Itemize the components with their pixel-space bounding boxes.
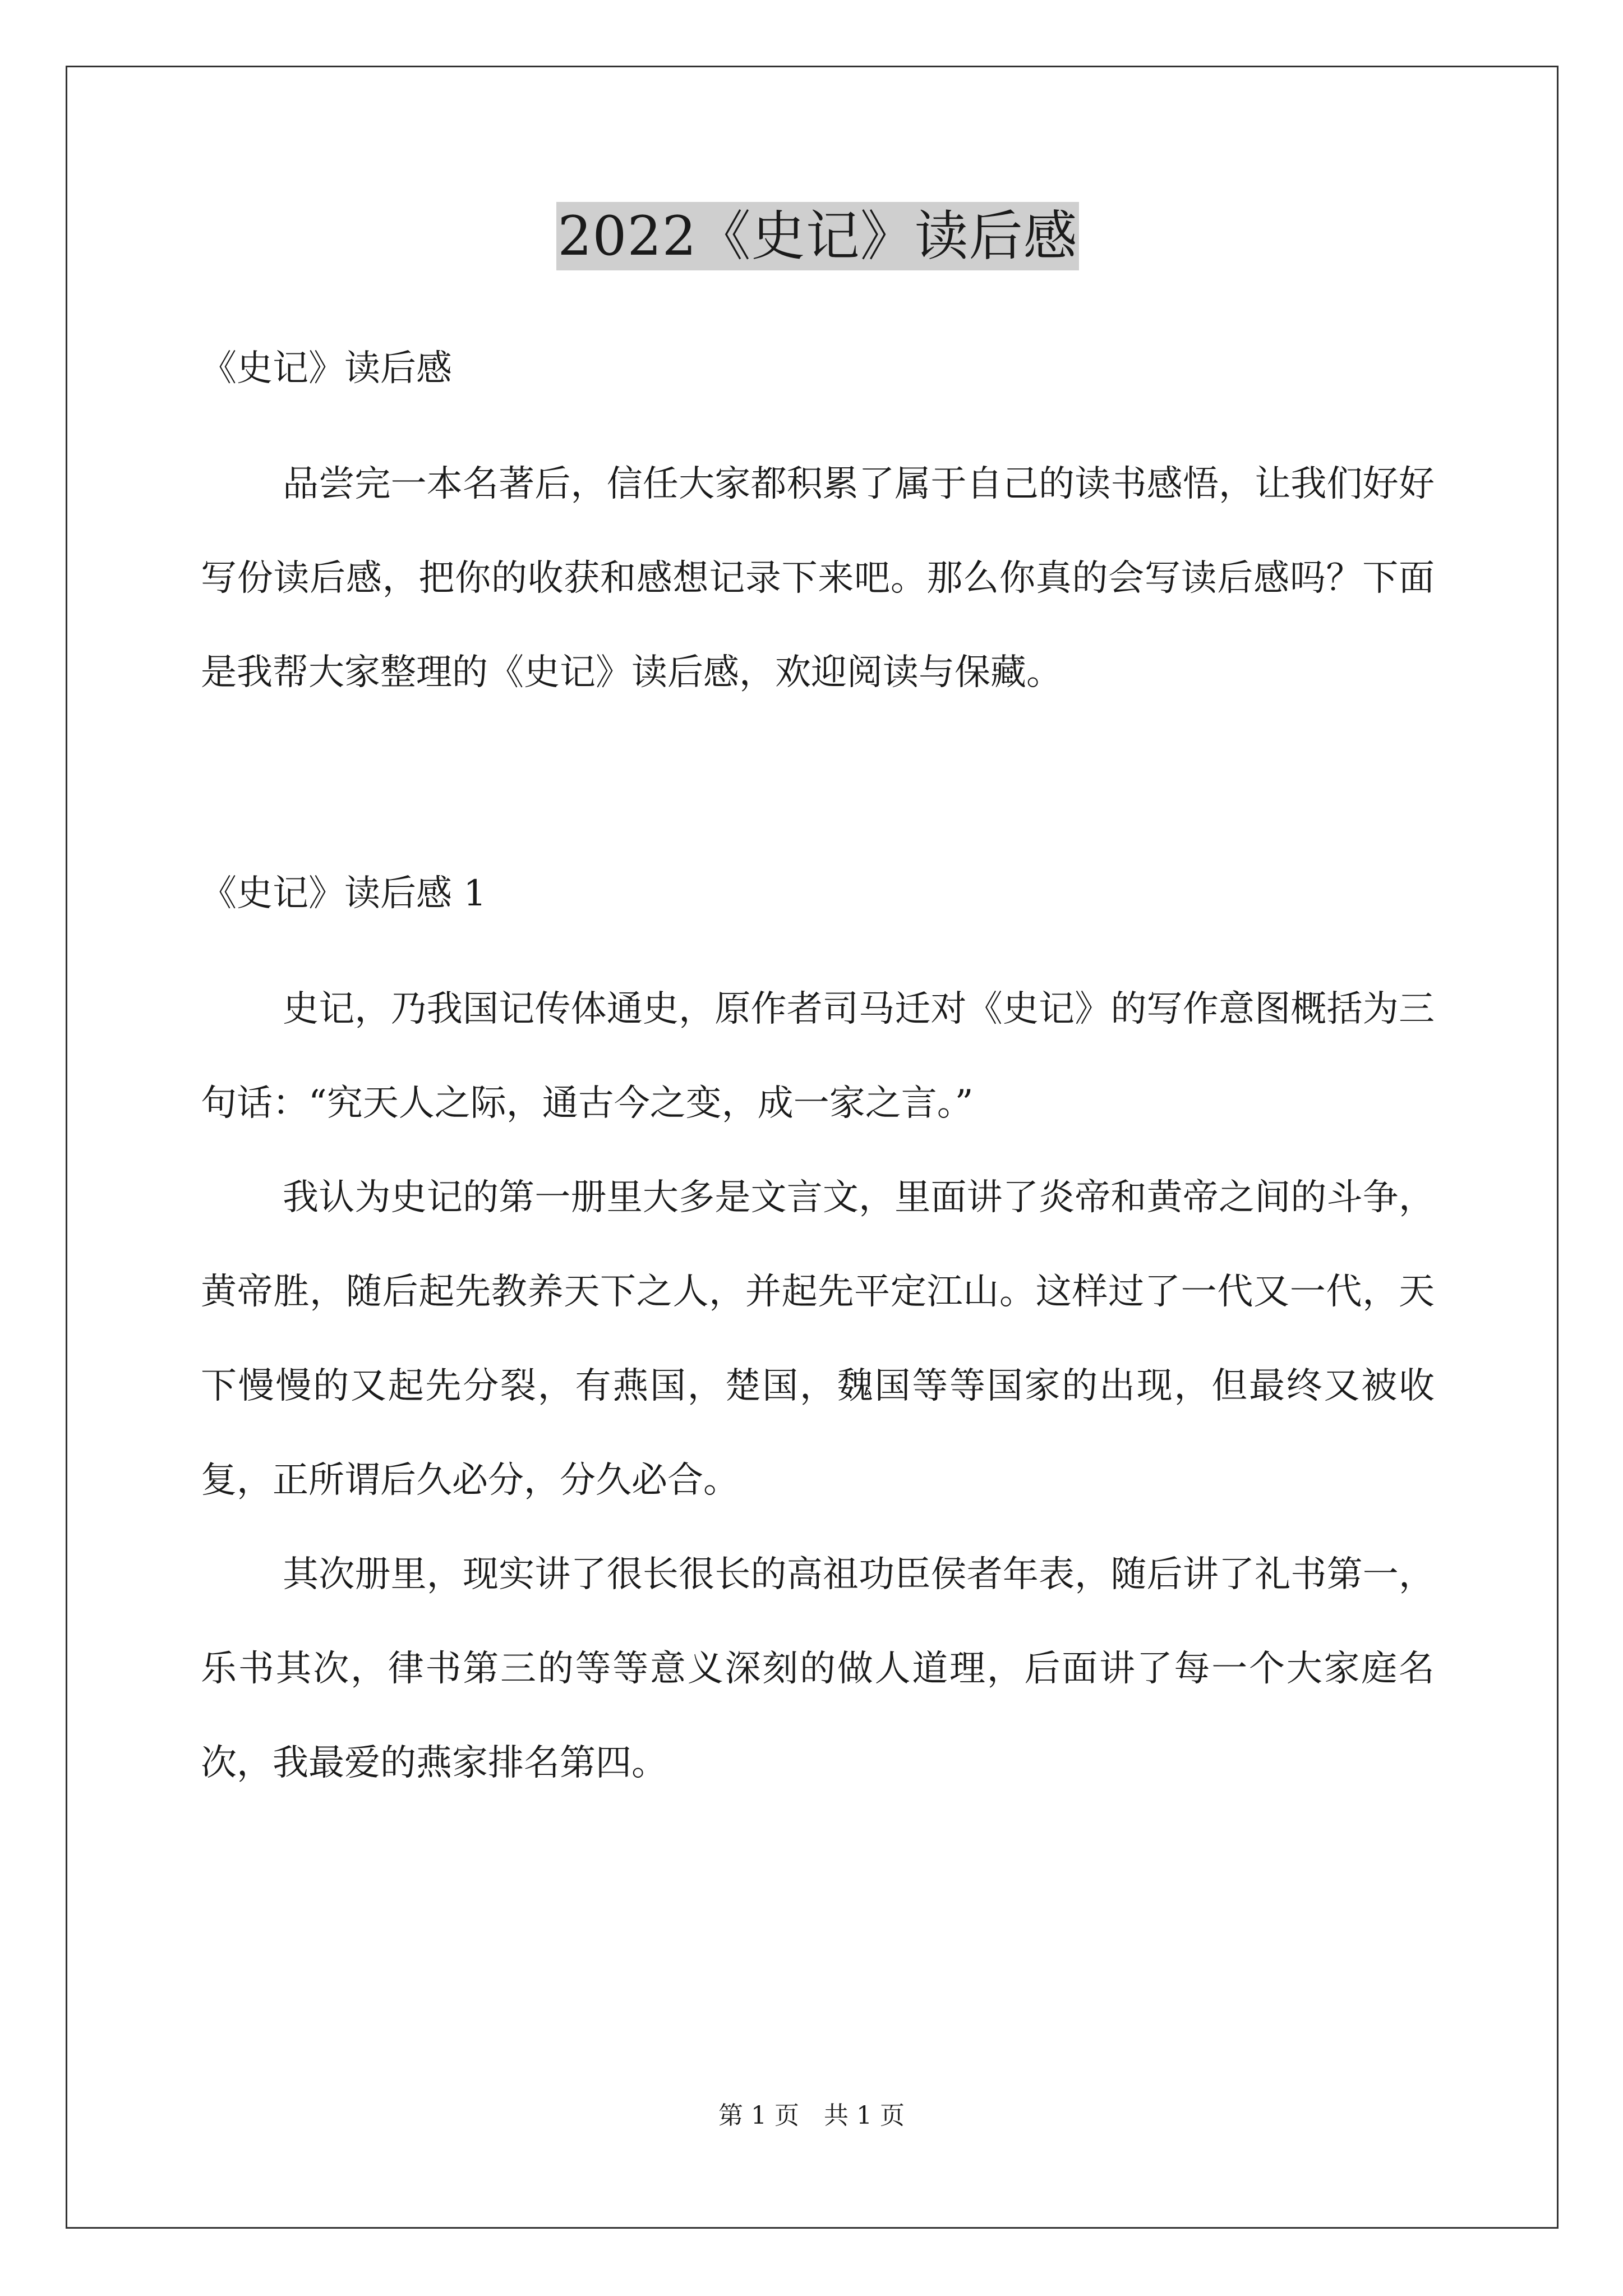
- section-1-paragraph-2: 我认为史记的第一册里大多是文言文，里面讲了炎帝和黄帝之间的斗争，黄帝胜，随后起先教养天下之人，并起先平定江山。这样过了一代又一代，天下慢慢的又起先分裂，有燕国，楚国，魏国等等国家的出现，但最终又被收复，正所谓后久必分，分久必合。: [201, 1177, 1435, 1501]
- title-wrapper: [201, 202, 1435, 270]
- intro-paragraph: 品尝完一本名著后，信任大家都积累了属于自己的读书感悟，让我们好好写份读后感，把你的收获和感想记录下来吧。那么你真的会写读后感吗？下面是我帮大家整理的《史记》读后感，欢迎阅读与保藏。: [201, 463, 1435, 693]
- document-title: 2022《史记》读后感: [556, 202, 1078, 270]
- section-1-paragraph-1: 史记，乃我国记传体通史，原作者司马迁对《史记》的写作意图概括为三句话：“究天人之际，通古今之变，成一家之言。”: [201, 988, 1435, 1124]
- document-body: [201, 202, 1435, 1810]
- section-heading-1: 《史记》读后感 1: [201, 873, 487, 914]
- page-number-footer: 第 1 页 共 1 页: [718, 2101, 905, 2130]
- section-1-paragraph-3: 其次册里，现实讲了很长很长的高祖功臣侯者年表，随后讲了礼书第一，乐书其次，律书第三的等等意义深刻的做人道理，后面讲了每一个大家庭名次，我最爱的燕家排名第四。: [201, 1554, 1435, 1784]
- intro-heading: 《史记》读后感: [201, 348, 452, 389]
